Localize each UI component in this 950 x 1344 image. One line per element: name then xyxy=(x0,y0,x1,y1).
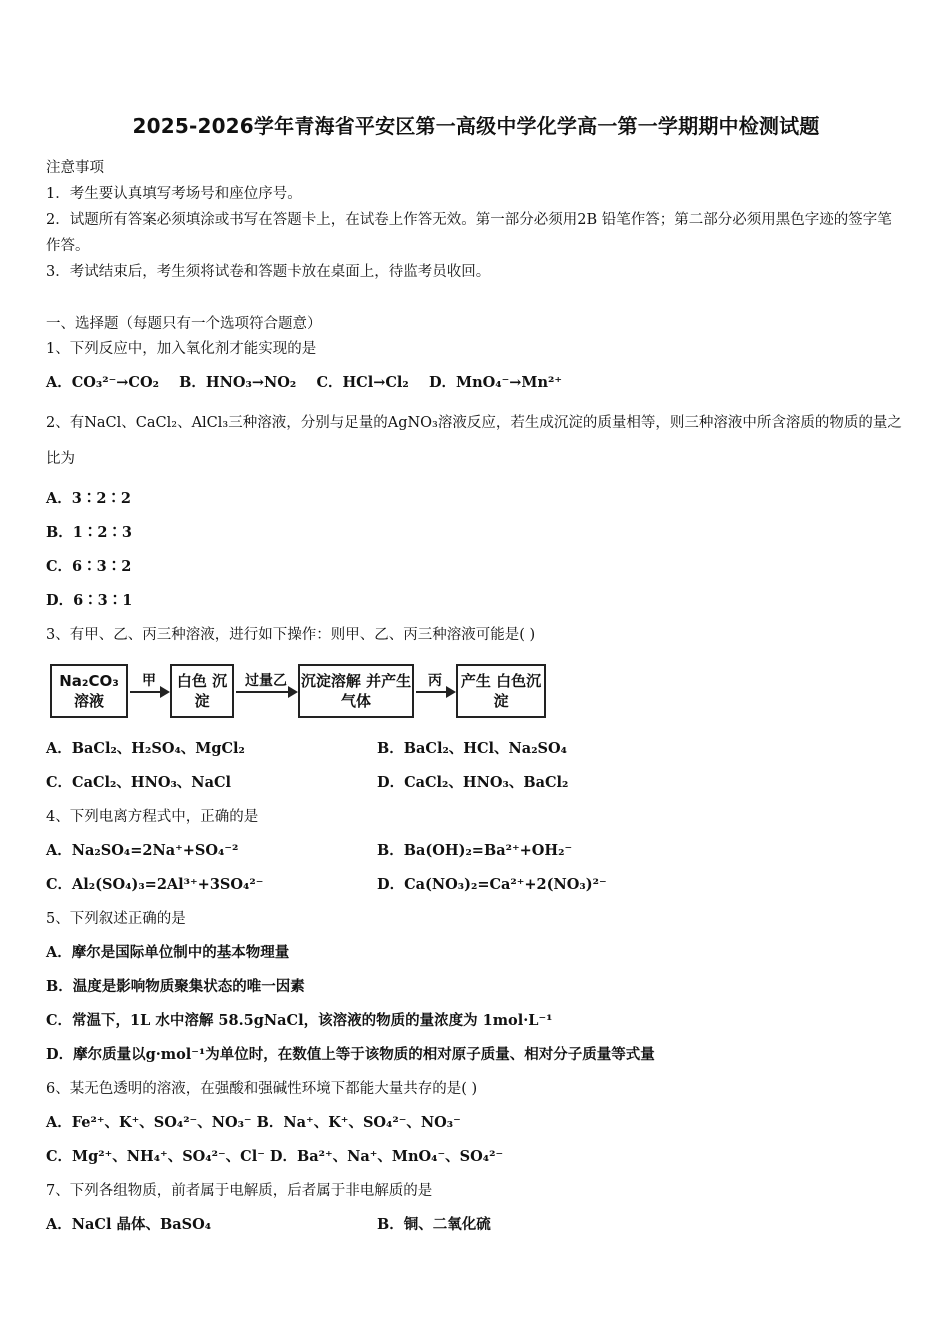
options-row xyxy=(46,839,906,863)
options-row-cd: C．Mg²⁺、NH₄⁺、SO₄²⁻、Cl⁻ D．Ba²⁺、Na⁺、MnO₄⁻、SO₄²⁻ xyxy=(46,1148,504,1165)
option-c: C．常温下，1L 水中溶解 58.5gNaCl，该溶液的物质的量浓度为 1mol·L⁻¹ xyxy=(46,1012,553,1029)
option-b: B．温度是影响物质聚集状态的唯一因素 xyxy=(46,978,305,995)
question-stem: 3、有甲、乙、丙三种溶液，进行如下操作：则甲、乙、丙三种溶液可能是( ) xyxy=(46,627,536,643)
question-2 xyxy=(46,405,906,613)
option-c: C．Al₂(SO₄)₃=2Al³⁺+3SO₄²⁻ xyxy=(46,876,264,893)
question-stem: 7、下列各组物质，前者属于电解质，后者属于非电解质的是 xyxy=(46,1183,433,1199)
option-c: C．HCl→Cl₂ xyxy=(316,374,409,391)
options-row xyxy=(46,771,906,795)
option-a: A．NaCl 晶体、BaSO₄ xyxy=(46,1216,212,1233)
options-row xyxy=(46,737,906,761)
question-7 xyxy=(46,1179,906,1237)
option-a: A．摩尔是国际单位制中的基本物理量 xyxy=(46,944,290,961)
flow-box-precipitate: 白色 沉淀 xyxy=(170,664,234,718)
options-row-ab: A．Fe²⁺、K⁺、SO₄²⁻、NO₃⁻ B．Na⁺、K⁺、SO₄²⁻、NO₃⁻ xyxy=(46,1114,461,1131)
options-row xyxy=(46,1213,906,1237)
option-a: A．CO₃²⁻→CO₂ xyxy=(46,374,159,391)
option-b: B．HNO₃→NO₂ xyxy=(179,374,297,391)
options-row xyxy=(46,873,906,897)
option-b: B．铜、二氧化硫 xyxy=(377,1216,491,1233)
option-a: A．3∶2∶2 xyxy=(46,490,132,507)
note-item: 3．考试结束后，考生须将试卷和答题卡放在桌面上，待监考员收回。 xyxy=(46,264,491,280)
question-stem: 6、某无色透明的溶液，在强酸和强碱性环境下都能大量共存的是( ) xyxy=(46,1081,478,1097)
option-d: D．6∶3∶1 xyxy=(46,592,133,609)
option-d: D．Ca(NO₃)₂=Ca²⁺+2(NO₃)²⁻ xyxy=(377,876,607,893)
flow-arrow xyxy=(414,664,456,718)
notes-section xyxy=(46,155,906,285)
question-1 xyxy=(46,337,906,395)
notes-heading: 注意事项 xyxy=(46,160,104,176)
option-a: A．Na₂SO₄=2Na⁺+SO₄⁻² xyxy=(46,842,239,859)
question-4 xyxy=(46,805,906,897)
option-c: C．CaCl₂、HNO₃、NaCl xyxy=(46,774,232,791)
flow-box-na2co3: Na₂CO₃ 溶液 xyxy=(50,664,128,718)
question-stem: 2、有NaCl、CaCl₂、AlCl₃三种溶液，分别与足量的AgNO₃溶液反应，若生成沉淀的质量相等，则三种溶液中所含溶质的物质的量之比为 xyxy=(46,415,902,467)
flow-box-dissolve: 沉淀溶解 并产生气体 xyxy=(298,664,414,718)
option-d: D．摩尔质量以g·mol⁻¹为单位时，在数值上等于该物质的相对原子质量、相对分子质量等式量 xyxy=(46,1046,655,1063)
options-row xyxy=(46,371,906,395)
section-heading: 一、选择题（每题只有一个选项符合题意） xyxy=(46,316,322,332)
option-b: B．BaCl₂、HCl、Na₂SO₄ xyxy=(377,740,568,757)
flow-arrow xyxy=(234,664,298,718)
question-3 xyxy=(46,623,906,795)
flow-arrow-label: 丙 xyxy=(428,673,442,689)
question-stem: 1、下列反应中，加入氧化剂才能实现的是 xyxy=(46,341,317,357)
option-c: C．6∶3∶2 xyxy=(46,558,132,575)
option-b: B．Ba(OH)₂=Ba²⁺+OH₂⁻ xyxy=(377,842,573,859)
flow-arrow-label: 甲 xyxy=(142,673,156,689)
option-d: D．MnO₄⁻→Mn²⁺ xyxy=(428,374,563,391)
option-b: B．1∶2∶3 xyxy=(46,524,133,541)
question-5 xyxy=(46,907,906,1067)
flow-box-result: 产生 白色沉淀 xyxy=(456,664,546,718)
question-6 xyxy=(46,1077,906,1169)
note-item: 1．考生要认真填写考场号和座位序号。 xyxy=(46,186,302,202)
question-stem: 5、下列叙述正确的是 xyxy=(46,911,186,927)
note-item: 2．试题所有答案必须填涂或书写在答题卡上，在试卷上作答无效。第一部分必须用2B 铅笔作答；第二部分必须用黑色字迹的签字笔作答。 xyxy=(46,212,892,254)
option-a: A．BaCl₂、H₂SO₄、MgCl₂ xyxy=(46,740,245,757)
page-title: 2025-2026学年青海省平安区第一高级中学化学高一第一学期期中检测试题 xyxy=(132,114,820,138)
option-d: D．CaCl₂、HNO₃、BaCl₂ xyxy=(377,774,569,791)
flow-arrow-label: 过量乙 xyxy=(245,673,287,689)
flow-diagram xyxy=(50,661,906,721)
flow-arrow xyxy=(128,664,170,718)
question-stem: 4、下列电离方程式中，正确的是 xyxy=(46,809,259,825)
